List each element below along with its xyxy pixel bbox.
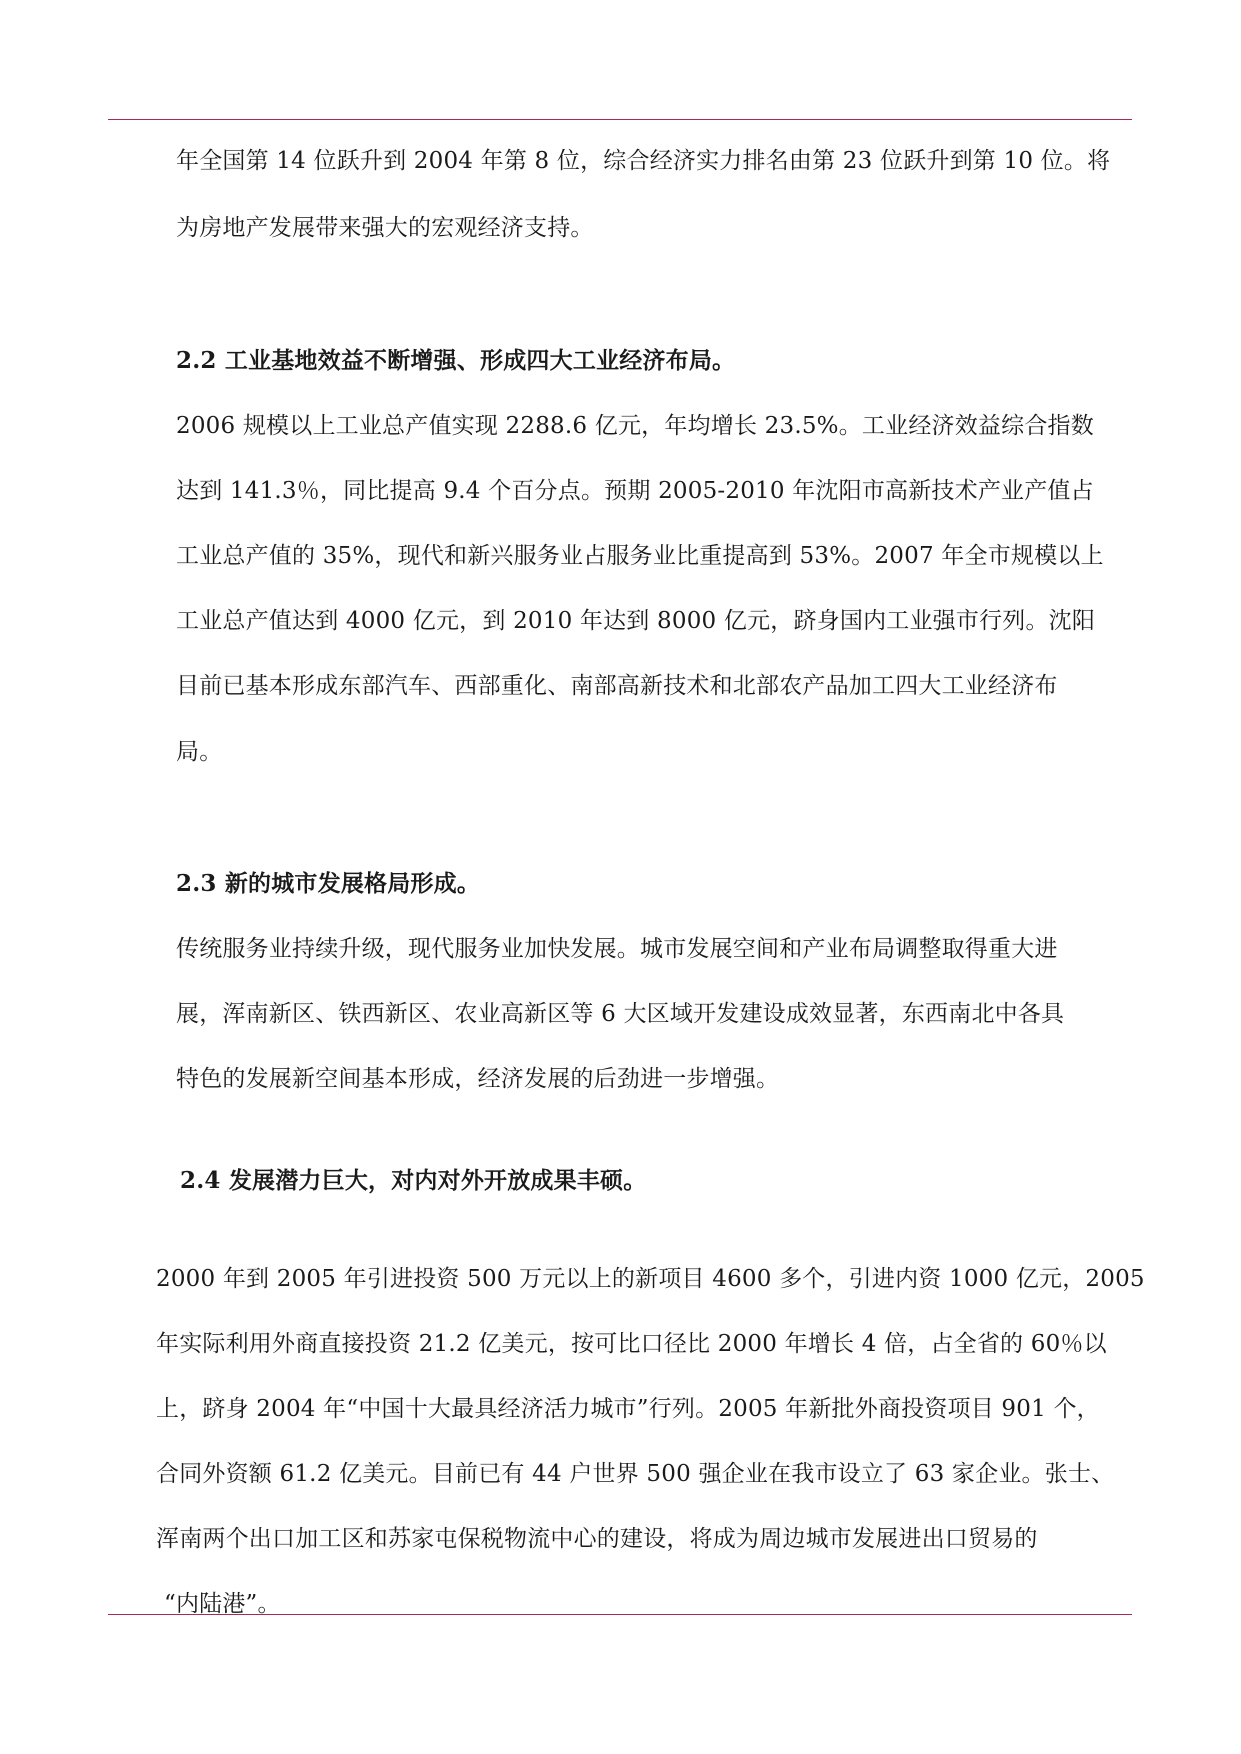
section-heading: 2.2 工业基地效益不断增强、形成四大工业经济布局。 <box>176 347 736 374</box>
footer-rule <box>108 1614 1132 1615</box>
paragraph-line: 目前已基本形成东部汽车、西部重化、南部高新技术和北部农产品加工四大工业经济布 <box>176 673 1058 699</box>
paragraph-line: 展，浑南新区、铁西新区、农业高新区等 6 大区域开发建设成效显著，东西南北中各具 <box>176 1001 1065 1027</box>
header-rule <box>108 119 1132 120</box>
paragraph-line: 达到 141.3％，同比提高 9.4 个百分点。预期 2005-2010 年沈阳市高新技术产业产值占 <box>176 478 1094 504</box>
section-heading: 2.4 发展潜力巨大，对内对外开放成果丰硕。 <box>180 1167 647 1194</box>
paragraph-line: 2006 规模以上工业总产值实现 2288.6 亿元，年均增长 23.5%。工业经济效益综合指数 <box>176 413 1094 439</box>
paragraph-line: 年全国第 14 位跃升到 2004 年第 8 位，综合经济实力排名由第 23 位跃升到第 10 位。将 <box>176 148 1111 174</box>
paragraph-line: 2000 年到 2005 年引进投资 500 万元以上的新项目 4600 多个，引进内资 1000 亿元，2005 <box>156 1266 1145 1292</box>
paragraph-line: 上，跻身 2004 年“中国十大最具经济活力城市”行列。2005 年新批外商投资项目 901 个， <box>156 1396 1100 1422</box>
paragraph-line: 浑南两个出口加工区和苏家屯保税物流中心的建设，将成为周边城市发展进出口贸易的 <box>156 1526 1038 1552</box>
paragraph-line: 合同外资额 61.2 亿美元。目前已有 44 户世界 500 强企业在我市设立了 63 家企业。张士、 <box>156 1461 1115 1487</box>
paragraph-line: “内陆港”。 <box>164 1591 281 1617</box>
paragraph-line: 局。 <box>176 739 223 765</box>
paragraph-line: 工业总产值达到 4000 亿元，到 2010 年达到 8000 亿元，跻身国内工业强市行列。沈阳 <box>176 608 1096 634</box>
paragraph-line: 特色的发展新空间基本形成，经济发展的后劲进一步增强。 <box>176 1066 780 1092</box>
paragraph-line: 传统服务业持续升级，现代服务业加快发展。城市发展空间和产业布局调整取得重大进 <box>176 936 1058 962</box>
paragraph-line: 工业总产值的 35%，现代和新兴服务业占服务业比重提高到 53%。2007 年全市规模以上 <box>176 543 1104 569</box>
paragraph-line: 为房地产发展带来强大的宏观经济支持。 <box>176 215 594 241</box>
section-heading: 2.3 新的城市发展格局形成。 <box>176 870 481 897</box>
paragraph-line: 年实际利用外商直接投资 21.2 亿美元，按可比口径比 2000 年增长 4 倍，占全省的 60％以 <box>156 1331 1107 1357</box>
